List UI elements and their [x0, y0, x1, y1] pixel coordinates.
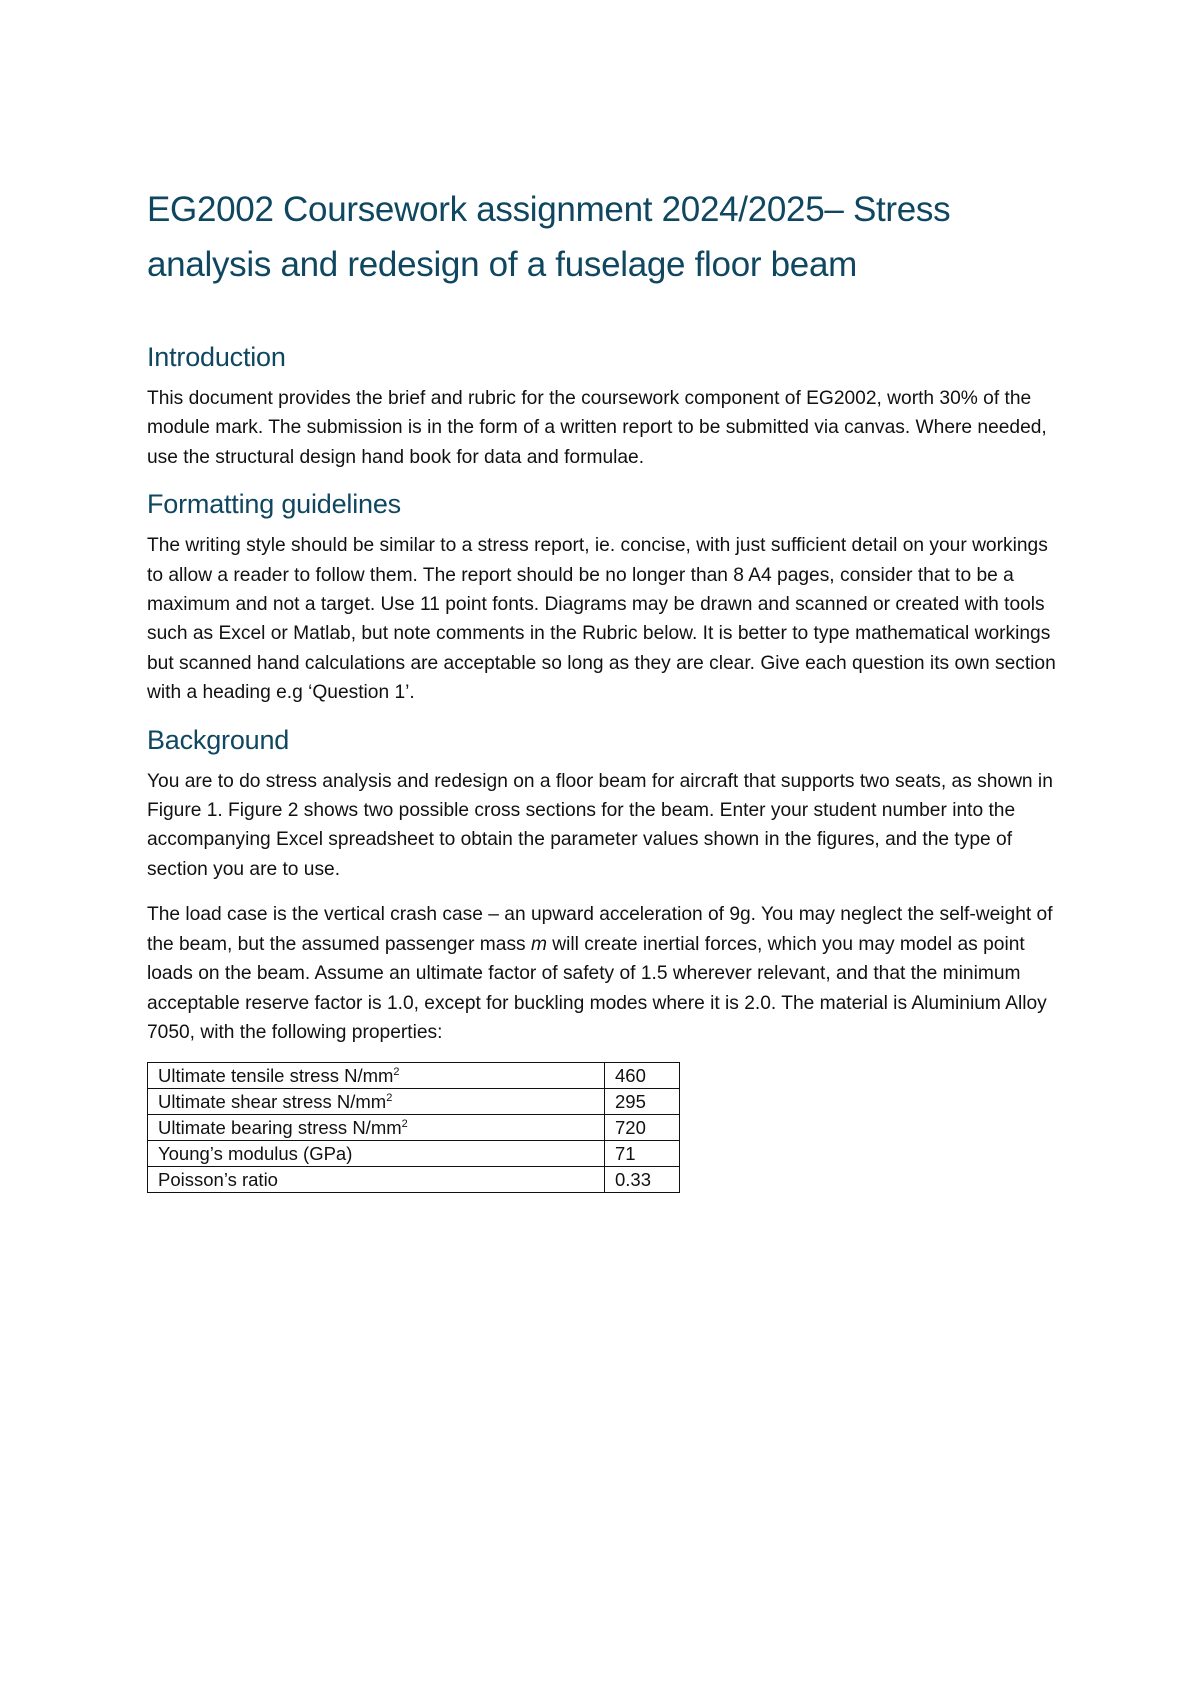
load-case-text-start: The load case is the vertical crash case – an upward acceleration of 9g. You may neglect the self-weight of the beam, but the assumed passenger mass [147, 904, 1053, 955]
property-value: 460 [605, 1063, 680, 1089]
table-row [148, 1141, 680, 1167]
table-row [148, 1063, 680, 1089]
property-name: Ultimate shear stress $N/mm^2$ [148, 1089, 605, 1115]
formatting-guidelines-paragraph: The writing style should be similar to a stress report, ie. concise, with just sufficient detail on your workings to allow a reader to follow them. The report should be no longer than 8 A4 pages, consider that to be a maximum and not a target. Use 11 point fonts. Diagrams may be drawn and scanned or created with tools such as Excel or Matlab, but note comments in the Rubric below. It is better to type mathematical workings but scanned hand calculations are acceptable so long as they are clear. Give each question its own section with a heading e.g ‘Question 1’. [147, 535, 1056, 704]
property-name: Ultimate bearing stress $N/mm^2$ [148, 1115, 605, 1141]
mass-symbol: m [530, 933, 547, 955]
superscript: 2 [393, 1066, 400, 1079]
material-properties-table [147, 1062, 680, 1193]
section-heading-background: Background [147, 724, 290, 755]
introduction-paragraph: This document provides the brief and rubric for the coursework component of EG2002, worth 30% of the module mark. The submission is in the form of a written report to be submitted via canvas. Where needed, use the structural design hand book for data and formulae. [147, 388, 1047, 468]
section-heading-formatting-guidelines: Formatting guidelines [147, 489, 401, 520]
property-name: Poisson’s ratio [148, 1167, 605, 1193]
load-case-paragraph [147, 900, 1067, 1047]
property-name: Ultimate tensile stress $N/mm^2$ [148, 1063, 605, 1089]
document-title: EG2002 Coursework assignment 2024/2025– Stress analysis and redesign of a fuselage floor beam [147, 190, 951, 284]
property-value: 71 [605, 1141, 680, 1167]
table-row [148, 1167, 680, 1193]
section-heading-introduction: Introduction [147, 342, 286, 372]
property-value: 295 [605, 1089, 680, 1115]
table-row [148, 1115, 680, 1141]
load-case-text-end: will create inertial forces, which you may model as point loads on the beam. Assume an ultimate factor of safety of 1.5 wherever relevant, and that the minimum acceptable reserve factor is 1.0, except for buckling modes where it is 2.0. The material is Aluminium Alloy 7050, with the following properties: [147, 933, 1047, 1043]
background-paragraph: You are to do stress analysis and redesign on a floor beam for aircraft that supports two seats, as shown in Figure 1. Figure 2 shows two possible cross sections for the beam. Enter your student number into the accompanying Excel spreadsheet to obtain the parameter values shown in the figures, and the type of section you are to use. [147, 770, 1053, 880]
superscript: 2 [386, 1092, 393, 1105]
property-name: Young’s modulus (GPa) [148, 1141, 605, 1167]
property-value: 0.33 [605, 1167, 680, 1193]
property-value: 720 [605, 1115, 680, 1141]
superscript: 2 [401, 1118, 408, 1131]
table-row [148, 1089, 680, 1115]
document-page [147, 182, 1067, 1193]
